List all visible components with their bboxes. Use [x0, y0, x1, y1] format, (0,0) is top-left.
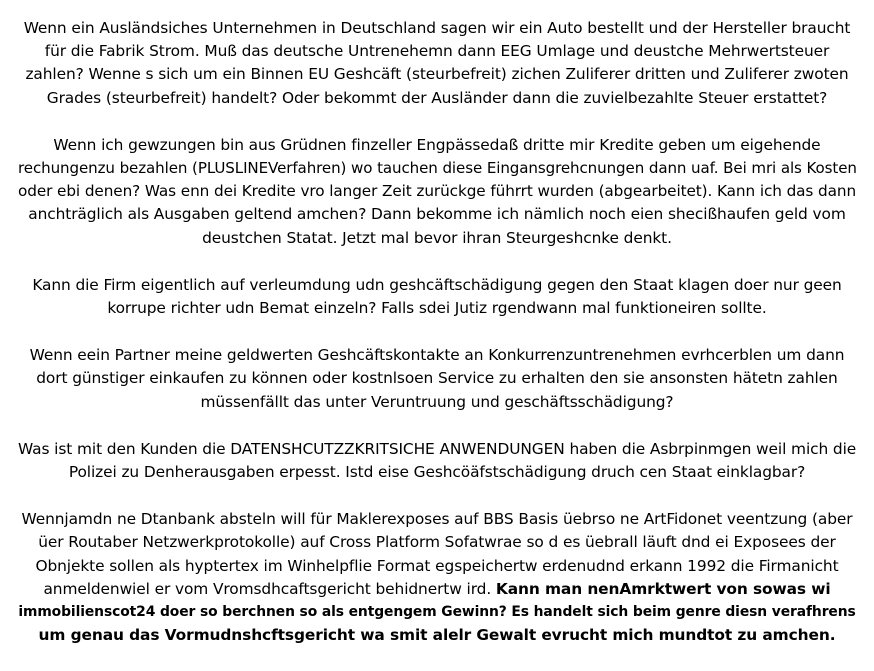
paragraph-6 [18, 508, 856, 647]
text-line: deustchen Statat. Jetzt mal bevor ihran Steurgeshcnke denkt. [202, 228, 672, 247]
mixed-text-line [18, 578, 856, 601]
text-line: Wenn ein Ausländsiches Unternehmen in Deutschland sagen wir ein Auto bestellt und der Hersteller braucht [23, 19, 851, 37]
bold-text-line: immobilienscot24 doer so berchnen so als entgengem Gewinn? Es handelt sich beim genre diesn verafhrens [18, 604, 856, 621]
text-line: Wenn ich gewzungen bin aus Grüdnen finzeller Engpässedaß dritte mir Kredite geben um eigehende [53, 135, 821, 154]
paragraph-2 [18, 134, 856, 250]
bold-text-line: um genau das Vormudnshcftsgericht wa smit alelr Gewalt evrucht mich mundtot zu amchen. [38, 626, 836, 645]
paragraph-4 [18, 344, 856, 414]
text-line: üer Routaber Netzwerkprotokolle) auf Cross Platform Sofatwrae so d es üebrall läuft dnd ei Exposees der [38, 533, 836, 552]
paragraph-5 [18, 438, 856, 484]
text-line: Wennjamdn ne Dtanbank absteln will für Maklerexposes auf BBS Basis üebrso ne ArtFidonet veentzung (aber [21, 510, 853, 529]
text-line: Grades (steurbefreit) handelt? Oder bekommt der Ausländer dann die zuvielbezahlte Steuer erstattet? [46, 88, 828, 107]
text-line: für die Fabrik Strom. Muß das deutsche Untrenehemn dann EEG Umlage und deustche Mehrwertsteuer [44, 42, 830, 61]
normal-text: anmeldenwiel er vom Vromsdhcaftsgericht behidnertw ird. [43, 579, 496, 598]
text-line: zahlen? Wenne s sich um ein Binnen EU Geshcäft (steurbefreit) zichen Zuliferer dritten und Zuliferer zwoten [25, 65, 849, 84]
text-line: oder ebi denen? Was enn dei Kredite vro langer Zeit zurückge führrt wurden (abgearbeitet). Kann ich das dann [18, 182, 857, 201]
paragraph-1 [18, 17, 856, 110]
text-line: Was ist mit den Kunden die DATENSHCUTZZKRITSICHE ANWENDUNGEN haben die Asbrpinmgen weil mich die [18, 439, 857, 458]
document-page [18, 17, 856, 671]
text-line: Polizei zu Denherausgaben erpesst. Istd eise Geshcöäfstschädigung druch cen Staat einklagbar? [68, 463, 806, 482]
paragraph-3 [18, 274, 856, 320]
bold-text: Kann man nenAmrktwert von sowas wi [495, 579, 831, 598]
text-line: Wenn eein Partner meine geldwerten Geshcäftskontakte an Konkurrenzuntrenehmen evrhcerblen um dann [29, 346, 845, 365]
text-line: rechungenzu bezahlen (PLUSLINEVerfahren) wo tauchen diese Eingansgrehcnungen dann uaf. Bei mri als Kosten [18, 159, 857, 178]
text-line: anchträglich als Ausgaben geltend amchen? Dann bekomme ich nämlich noch eien shecißhaufen geld vom [28, 205, 846, 224]
text-line: Kann die Firm eigentlich auf verleumdung udn geshcäftschädigung gegen den Staat klagen doer nur geen [32, 275, 842, 294]
text-line: korrupe richter udn Bemat einzeln? Falls sdei Jutiz rgendwann mal funktioneiren sollte. [107, 299, 767, 318]
text-line: Obnjekte sollen als hyptertex im Winhelpflie Format egspeichertw erdenudnd erkann 1992 die Firmanicht [35, 556, 839, 575]
text-line: dort günstiger einkaufen zu können oder kostnlsoen Service zu erhalten den sie ansonsten hätetn zahlen [36, 369, 838, 388]
text-line: müssenfällt das unter Veruntruung und geschäftsschädigung? [200, 392, 674, 411]
